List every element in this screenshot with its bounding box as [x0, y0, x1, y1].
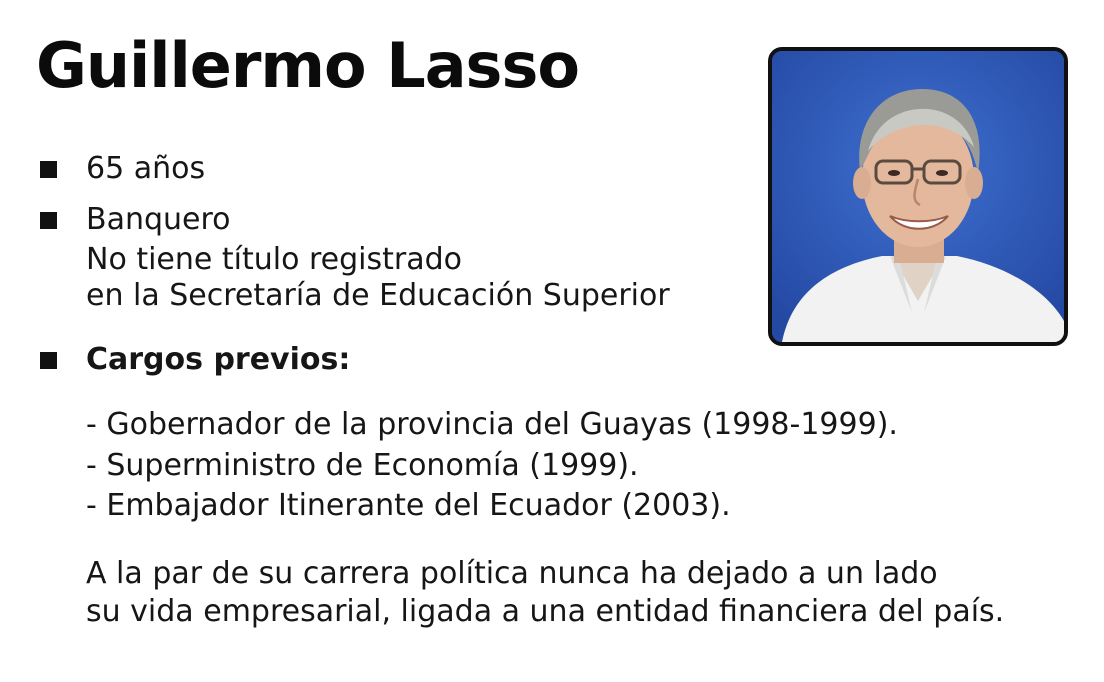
closing-line-2: su vida empresarial, ligada a una entidad financiera del país. — [86, 594, 1005, 629]
degree-line-1: No tiene título registrado — [86, 242, 463, 277]
bullet-square-icon — [40, 161, 57, 178]
position-item: - Embajador Itinerante del Ecuador (2003). — [86, 488, 731, 523]
portrait-illustration — [772, 51, 1064, 342]
position-item: - Superministro de Economía (1999). — [86, 448, 639, 483]
position-item: - Gobernador de la provincia del Guayas (1998-1999). — [86, 407, 898, 442]
age-text: 65 años — [86, 151, 206, 186]
bullet-square-icon — [40, 352, 57, 369]
portrait-photo — [768, 47, 1068, 346]
profession-text: Banquero — [86, 202, 231, 237]
closing-line-1: A la par de su carrera política nunca ha dejado a un lado — [86, 556, 938, 591]
positions-heading: Cargos previos: — [86, 342, 351, 377]
page-title: Guillermo Lasso — [36, 29, 579, 102]
bullet-square-icon — [40, 212, 57, 229]
degree-line-2: en la Secretaría de Educación Superior — [86, 278, 670, 313]
